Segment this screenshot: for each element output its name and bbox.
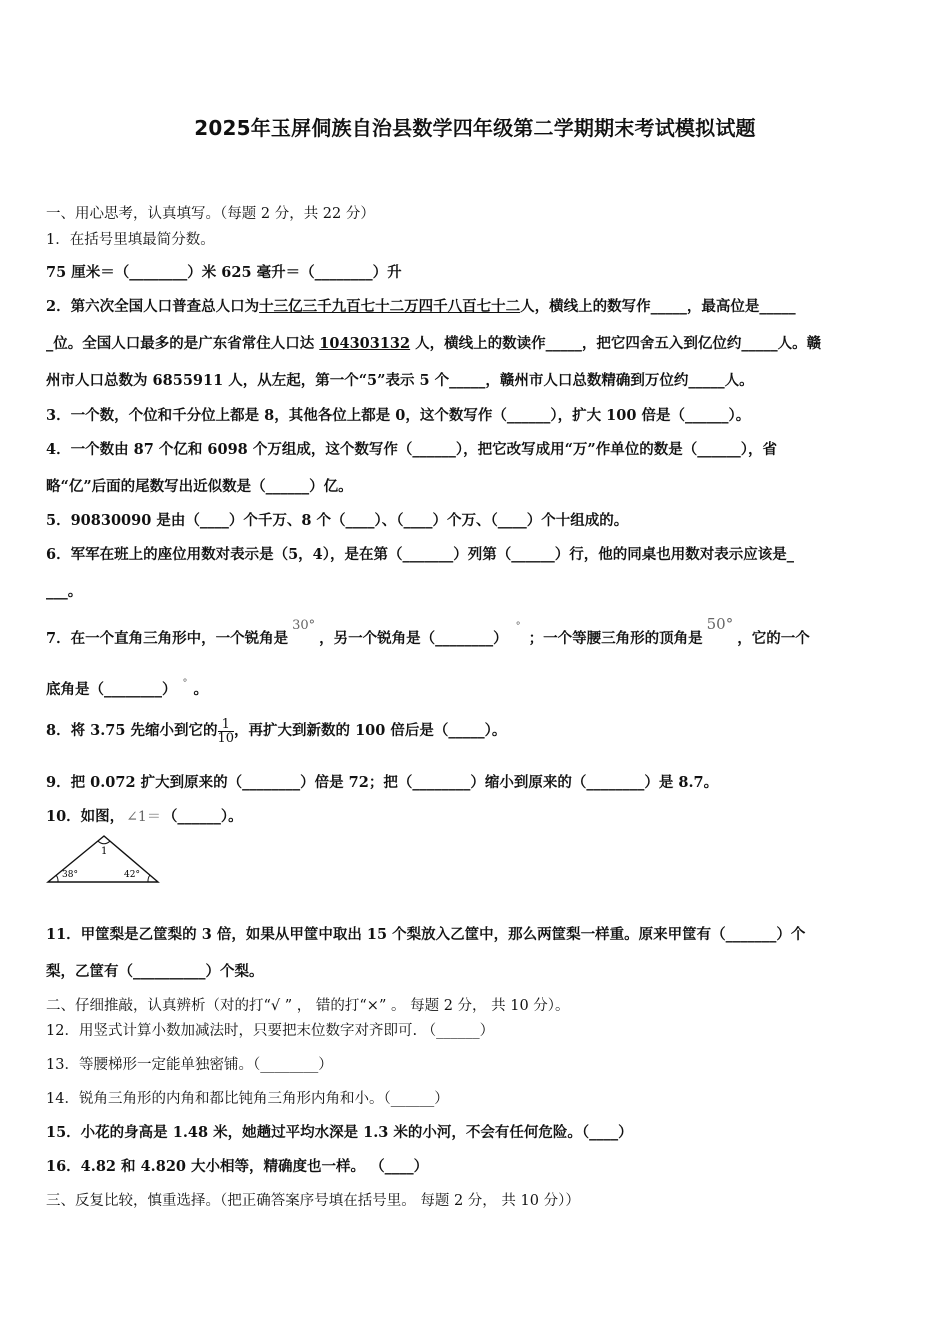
triangle-figure bbox=[46, 832, 161, 888]
question-4a: 4．一个数由 87 个亿和 6098 个万组成，这个数写作（______），把它改写成用“万”作单位的数是（______），省 bbox=[46, 441, 777, 458]
q7b-degree-mark: ° bbox=[182, 678, 188, 689]
q2a-post: 人，横线上的数写作_____，最高位是_____ bbox=[520, 298, 796, 315]
question-1a: 1．在括号里填最简分数。 bbox=[46, 232, 215, 248]
question-8 bbox=[46, 716, 506, 746]
q7a-part4: ，它的一个 bbox=[737, 630, 810, 647]
question-14: 14．锐角三角形的内角和都比钝角三角形内角和小。（______） bbox=[46, 1091, 449, 1107]
q8-part1: 8．将 3.75 先缩小到它的 bbox=[46, 722, 218, 739]
q2a-pre: 2．第六次全国人口普查总人口为 bbox=[46, 298, 260, 315]
q7b-part2: 。 bbox=[193, 681, 208, 698]
question-11a: 11．甲筐梨是乙筐梨的 3 倍，如果从甲筐中取出 15 个梨放入乙筐中，那么两筐梨一样重。原来甲筐有（_______）个 bbox=[46, 926, 806, 943]
q7a-degree-30: 30° bbox=[292, 618, 316, 633]
q2a-underlined: 十三亿三千九百七十二万四千八百七十二 bbox=[259, 298, 521, 315]
q10-angle: ∠1＝ bbox=[126, 809, 161, 825]
q8-fraction bbox=[218, 718, 235, 745]
figure-label-1: 1 bbox=[101, 846, 108, 857]
section-3-heading: 三、反复比较，慎重选择。（把正确答案序号填在括号里。 每题 2 分， 共 10 分）） bbox=[46, 1193, 580, 1209]
section-2-heading: 二、仔细推敲，认真辨析（对的打“√ ” ， 错的打“×” 。 每题 2 分， 共 10 分）。 bbox=[46, 998, 570, 1014]
q7a-part3: ；一个等腰三角形的顶角是 bbox=[528, 630, 703, 647]
q7a-part1: 7．在一个直角三角形中，一个锐角是 bbox=[46, 630, 289, 647]
question-2b bbox=[46, 332, 821, 353]
question-2c: 州市人口总数为 6855911 人，从左起，第一个“5”表示 5 个_____，赣州市人口总数精确到万位约_____人。 bbox=[46, 372, 754, 389]
q2b-underlined: 104303132 bbox=[319, 335, 411, 352]
figure-label-42: 42° bbox=[124, 870, 140, 880]
angle-1-arc bbox=[98, 841, 110, 844]
q10-part2: （______）。 bbox=[162, 808, 243, 825]
question-5: 5．90830090 是由（____）个千万、8 个（____）、（____）个万、（____）个十组成的。 bbox=[46, 512, 629, 529]
question-3: 3．一个数，个位和千分位上都是 8，其他各位上都是 0，这个数写作（______），扩大 100 倍是（______）。 bbox=[46, 407, 751, 424]
q2b-pre: _位。全国人口最多的是广东省常住人口达 bbox=[46, 335, 320, 352]
q8-numerator: 1 bbox=[221, 716, 230, 732]
figure-label-38: 38° bbox=[62, 870, 78, 880]
question-9: 9．把 0.072 扩大到原来的（________）倍是 72；把（________）缩小到原来的（________）是 8.7。 bbox=[46, 774, 719, 791]
question-15: 15．小花的身高是 1.48 米，她趟过平均水深是 1.3 米的小河，不会有任何危险。（____） bbox=[46, 1124, 633, 1141]
question-6b: ___。 bbox=[46, 583, 83, 600]
question-2a bbox=[46, 295, 796, 316]
section-1-heading: 一、用心思考，认真填写。（每题 2 分，共 22 分） bbox=[46, 206, 375, 222]
q8-denominator: 10 bbox=[217, 730, 235, 746]
angle-42-arc bbox=[148, 875, 150, 882]
question-11b: 梨，乙筐有（__________）个梨。 bbox=[46, 963, 264, 980]
question-4b: 略“亿”后面的尾数写出近似数是（______）亿。 bbox=[46, 478, 353, 495]
question-13: 13．等腰梯形一定能单独密铺。（________） bbox=[46, 1057, 333, 1073]
q7a-degree-mark: ° bbox=[515, 621, 521, 632]
question-12: 12．用竖式计算小数加减法时，只要把末位数字对齐即可. （______） bbox=[46, 1023, 495, 1039]
angle-38-arc bbox=[56, 875, 58, 882]
q2b-post: 人，横线上的数读作_____，把它四舍五入到亿位约_____人。赣 bbox=[410, 335, 822, 352]
question-10 bbox=[46, 805, 243, 826]
q7b-part1: 底角是（________） bbox=[46, 681, 177, 698]
question-16: 16．4.82 和 4.820 大小相等，精确度也一样。 （____） bbox=[46, 1158, 429, 1175]
q8-part2: ，再扩大到新数的 100 倍后是（_____）。 bbox=[234, 722, 507, 739]
question-6a: 6．军军在班上的座位用数对表示是（5，4），是在第（_______）列第（______）行，他的同桌也用数对表示应该是_ bbox=[46, 546, 795, 563]
q10-part1: 10．如图， bbox=[46, 808, 125, 825]
page-title: 2025年玉屏侗族自治县数学四年级第二学期期末考试模拟试题 bbox=[194, 116, 756, 140]
q7a-part2: ，另一个锐角是（________） bbox=[319, 630, 508, 647]
q7a-degree-50: 50° bbox=[706, 615, 734, 633]
question-7a bbox=[46, 615, 810, 648]
question-7b bbox=[46, 678, 208, 699]
question-1b: 75 厘米＝（________）米 625 毫升＝（________）升 bbox=[46, 264, 402, 281]
